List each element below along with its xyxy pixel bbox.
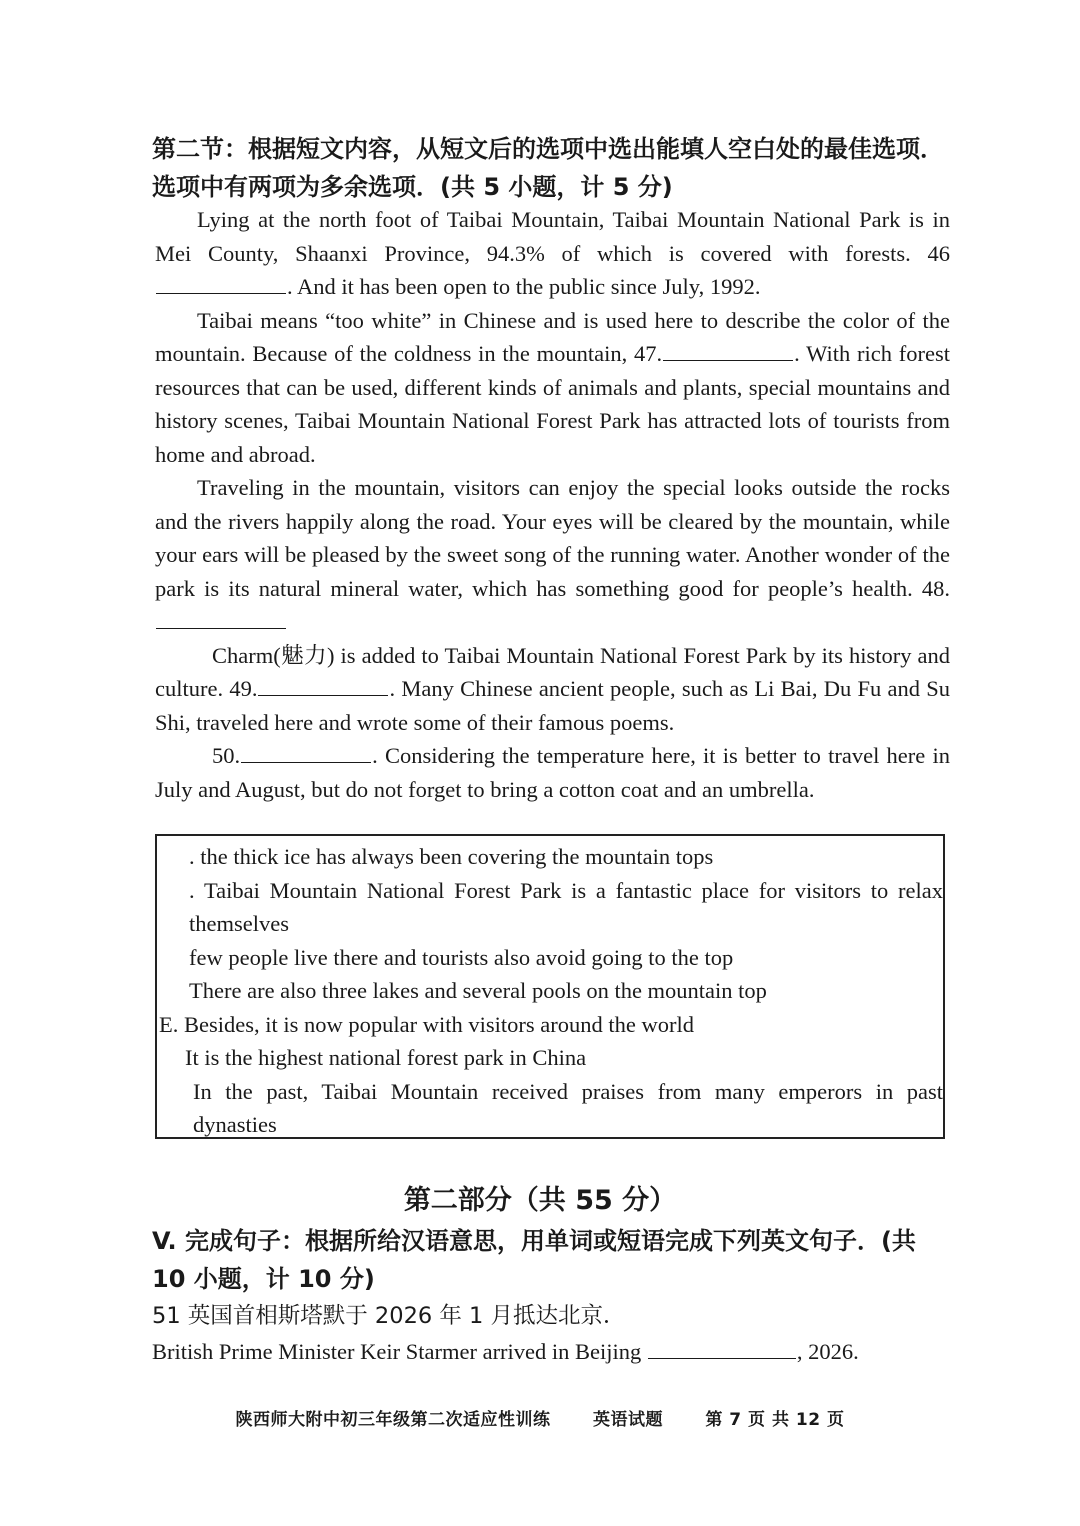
blank-51[interactable] [648, 1338, 796, 1359]
paragraph-3: Traveling in the mountain, visitors can enjoy the special looks outside the rocks and the rivers happily along the road. Your eyes will be cleared by the mountain, while your ears will be pleased by the sweet song of the running water. Another wonder of the park is its natural mineral water, which has something good for people’s health. 48. [155, 471, 950, 639]
option-f: It is the highest national forest park in China [185, 1045, 587, 1070]
section2-instruction: 第二节：根据短文内容，从短文后的选项中选出能填人空白处的最佳选项．选项中有两项为多余选项．(共 5 小题，计 5 分) [152, 135, 944, 201]
option-b: . Taibai Mountain National Forest Park is a fantastic place for visitors to relax themselves [189, 877, 943, 936]
paragraph-4: Charm(魅力) is added to Taibai Mountain National Forest Park by its history and culture. 49. . Many Chinese ancient people, such as Li Bai, Du Fu and Su Shi, traveled here and wrote some of their famous poems. [155, 642, 950, 735]
option-e: E. Besides, it is now popular with visitors around the world [159, 1011, 694, 1037]
reading-passage [155, 203, 950, 806]
blank-50[interactable] [241, 742, 371, 763]
option-a: . the thick ice has always been covering the mountain tops [189, 844, 714, 869]
question-51-english: British Prime Minister Keir Starmer arrived in Beijing , 2026. [152, 1339, 859, 1364]
option-d: There are also three lakes and several pools on the mountain top [189, 978, 767, 1003]
page-footer [0, 1405, 1080, 1430]
paragraph-5: 50. . Considering the temperature here, it is better to travel here in July and August, but do not forget to bring a cotton coat and an umbrella. [155, 743, 950, 802]
options-box [155, 834, 945, 1139]
footer-subject: 英语试题 [592, 1410, 663, 1430]
blank-46[interactable] [156, 273, 286, 294]
paragraph-1: Lying at the north foot of Taibai Mountain, Taibai Mountain National Park is in Mei County, Shaanxi Province, 94.3% of which is covered with forests. 46. And it has been open to the public since July, 1992. [155, 207, 950, 299]
blank-47[interactable] [663, 340, 793, 361]
part2-title: 第二部分（共 55 分） [403, 1185, 677, 1216]
blank-49[interactable] [258, 675, 388, 696]
paragraph-2: Taibai means “too white” in Chinese and is used here to describe the color of the mountain. Because of the coldness in the mountain, 47. . With rich forest resources that can be used, different kinds of animals and plants, special mountains and history scenes, Taibai Mountain National Forest Park has attracted lots of tourists from home and abroad. [155, 307, 950, 467]
footer-school: 陕西师大附中初三年级第二次适应性训练 [235, 1410, 551, 1430]
section5-instruction: V. 完成句子：根据所给汉语意思，用单词或短语完成下列英文句子．(共 10 小题，计 10 分) [152, 1227, 916, 1293]
question-51-chinese: 51 英国首相斯塔默于 2026 年 1 月抵达北京． [152, 1303, 626, 1329]
option-c: few people live there and tourists also avoid going to the top [189, 944, 734, 970]
footer-page-number: 第 7 页 共 12 页 [705, 1410, 845, 1430]
blank-48[interactable] [156, 608, 286, 629]
option-g: In the past, Taibai Mountain received praises from many emperors in past dynasties [193, 1078, 943, 1137]
